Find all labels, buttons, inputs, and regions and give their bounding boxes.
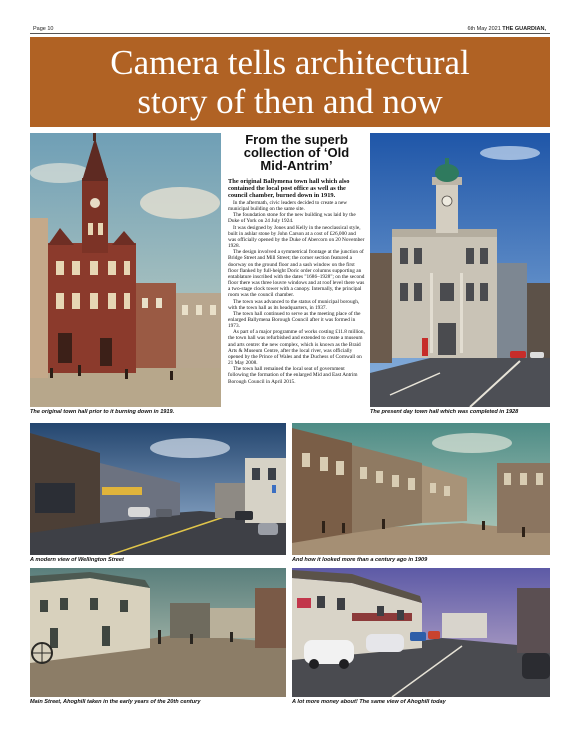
old-town-hall-photo bbox=[30, 133, 221, 407]
page-number: Page 10 bbox=[33, 26, 54, 32]
ahoghill-today-photo bbox=[292, 568, 550, 697]
article-title-line-3: Mid-Antrim’ bbox=[260, 158, 333, 173]
headline bbox=[110, 43, 470, 121]
article-paragraph: The design involved a symmetrical frontage at the junction of Bridge Street and Mill Street; the corner section featured a doorway on the ground floor and a sash window on the first floor flanked by full-height Doric order columns supporting an entablature inscribed with the dates "1686–1928"; on the second floor there was three louvre windows and at roof level there was a two-stage clock tower with a canopy. Internally, the principal room was the council chamber. bbox=[228, 249, 365, 299]
caption-main-street-old: Main Street, Ahoghill taken in the early years of the 20th century bbox=[30, 699, 201, 705]
headline-line-1: Camera tells architectural bbox=[110, 43, 470, 82]
issue-date: 6th May 2021 bbox=[467, 26, 501, 32]
caption-wellington-1909: And how it looked more than a century ago in 1909 bbox=[292, 557, 428, 563]
article-paragraph: The town hall continued to serve as the meeting place of the enlarged Ballymena Borough Council after it was formed in 1973. bbox=[228, 310, 361, 330]
caption-new-town-hall: The present day town hall which was completed in 1928 bbox=[370, 409, 519, 415]
headline-line-2: story of then and now bbox=[137, 82, 443, 121]
main-street-old-photo bbox=[30, 568, 286, 697]
issue-date-masthead bbox=[467, 26, 546, 32]
article-paragraph: As part of a major programme of works costing £11.8 million, the town hall was refurbished and extended to create a museum and arts centre: the new complex, which is known as the Braid Arts & Museum Centre, after the local river, was officially opened by the Prince of Wales and the Duchess of Cornwall on 21 May 2008. bbox=[228, 329, 365, 367]
article-paragraph: In the aftermath, civic leaders decided to create a new municipal building on the same site. bbox=[228, 200, 348, 213]
wellington-modern-photo bbox=[30, 423, 286, 555]
headline-banner bbox=[30, 37, 550, 127]
article-title-line-2: collection of ‘Old bbox=[243, 145, 350, 160]
article-title bbox=[228, 133, 365, 172]
wellington-1909-photo bbox=[292, 423, 550, 555]
article-paragraph: The town was advanced to the status of municipal borough, with the town hall as its headquarters, in 1937. bbox=[228, 298, 360, 311]
article-paragraph: The foundation stone for the new building was laid by the Duke of York on 24 July 1924. bbox=[228, 212, 356, 225]
caption-ahoghill-today: A lot more money about! The same view of Ahoghill today bbox=[292, 699, 446, 705]
article-lead: The original Ballymena town hall which also contained the local post office as well as the council chamber, burned down in 1919. bbox=[228, 178, 350, 199]
article bbox=[228, 133, 365, 385]
article-title-line-1: From the superb bbox=[245, 132, 348, 147]
present-town-hall-photo bbox=[370, 133, 550, 407]
article-paragraph: It was designed by Jones and Kelly in the neoclassical style, built in ashlar stone by John Carson at a cost of £26,000 and was officially opened by the Duke of Abercorn on 20 November 1928. bbox=[228, 224, 365, 250]
header-rule bbox=[30, 33, 550, 34]
caption-old-town-hall: The original town hall prior to it burning down in 1919. bbox=[30, 409, 175, 415]
article-paragraph: The town hall remained the local seat of government following the formation of the enlarged Mid and East Antrim Borough Council in April 2015. bbox=[228, 366, 358, 385]
caption-wellington-modern: A modern view of Wellington Street bbox=[30, 557, 124, 563]
paper-name: THE GUARDIAN, bbox=[502, 26, 546, 32]
